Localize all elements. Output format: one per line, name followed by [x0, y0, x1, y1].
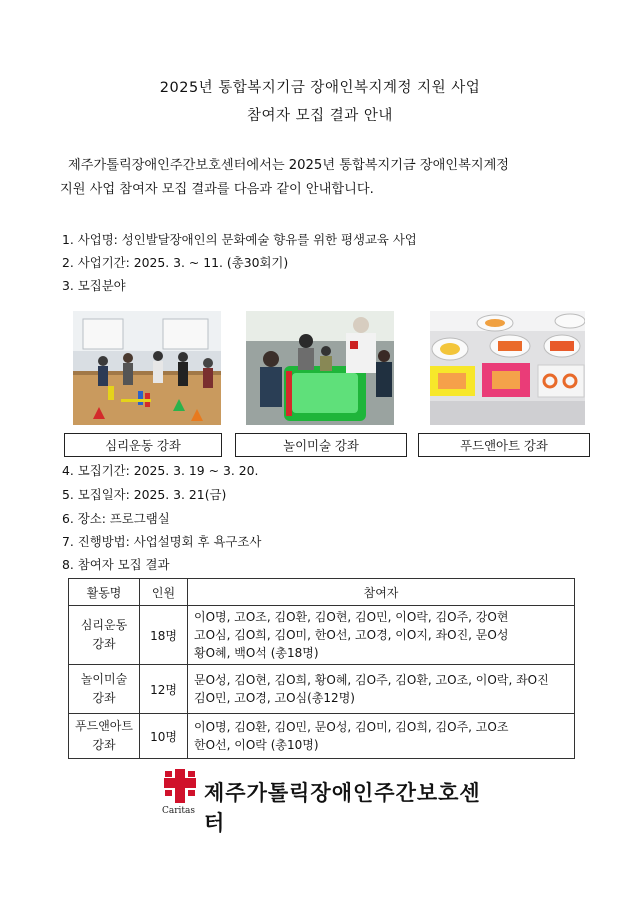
- activity-name-line: 심리운동: [80, 618, 128, 632]
- item-result: 8. 참여자 모집 결과: [62, 557, 170, 572]
- participant-line: 김O민, 고O경, 고O심(총12명): [194, 691, 355, 705]
- item-recruit-field: 3. 모집분야: [62, 278, 126, 293]
- participant-count: 10명: [140, 714, 188, 759]
- participant-count: 18명: [140, 606, 188, 665]
- header-count: 인원: [140, 579, 188, 606]
- item-location: 6. 장소: 프로그램실: [62, 511, 170, 526]
- intro-line-1: 제주가톨릭장애인주간보호센터에서는 2025년 통합복지기금 장애인복지계정: [68, 158, 510, 173]
- results-table: [68, 578, 575, 759]
- activity-name-line: 푸드앤아트: [75, 719, 133, 733]
- table-row: [69, 665, 575, 714]
- item-project-period: 2. 사업기간: 2025. 3. ~ 11. (총30회기): [62, 255, 289, 270]
- header-activity: 활동명: [69, 579, 140, 606]
- item-method: 7. 진행방법: 사업설명회 후 욕구조사: [62, 534, 262, 549]
- caption-play-art: 놀이미술 강좌: [235, 433, 407, 457]
- center-name: 제주가톨릭장애인주간보호센터: [204, 781, 481, 835]
- participant-line: 한O선, 이O락 (총10명): [194, 738, 319, 752]
- document-title-line2: 참여자 모집 결과 안내: [247, 108, 393, 124]
- participant-list: [188, 606, 575, 665]
- header-participants: 참여자: [188, 579, 575, 606]
- activity-name: [69, 606, 140, 665]
- participant-line: 고O심, 김O희, 김O미, 한O선, 고O경, 이O지, 좌O진, 문O성: [194, 628, 509, 642]
- participant-line: 이O명, 김O환, 김O민, 문O성, 김O미, 김O희, 김O주, 고O조: [194, 720, 509, 734]
- participant-line: 문O성, 김O현, 김O희, 황O혜, 김O주, 김O환, 고O조, 이O락, 좌O진: [194, 673, 549, 687]
- activity-name: [69, 714, 140, 759]
- activity-name-line: 놀이미술: [80, 672, 128, 686]
- participant-count: 12명: [140, 665, 188, 714]
- document-title-line1: 2025년 통합복지기금 장애인복지계정 지원 사업: [159, 80, 481, 96]
- participant-line: 황O혜, 백O석 (총18명): [194, 646, 319, 660]
- caritas-label: Caritas: [162, 806, 196, 816]
- intro-paragraph: [60, 154, 600, 202]
- table-row: [69, 714, 575, 759]
- activity-name: [69, 665, 140, 714]
- activity-name-line: 강좌: [92, 691, 116, 705]
- caption-food-art: 푸드앤아트 강좌: [418, 433, 590, 457]
- activity-name-line: 강좌: [92, 637, 116, 651]
- photo-food-art-class: [430, 311, 585, 425]
- photo-play-art-class: [246, 311, 394, 425]
- intro-line-2: 지원 사업 참여자 모집 결과를 다음과 같이 안내합니다.: [60, 182, 374, 197]
- item-project-name: 1. 사업명: 성인발달장애인의 문화예술 향유를 위한 평생교육 사업: [62, 232, 417, 247]
- participant-list: [188, 665, 575, 714]
- caption-psychomotor: 심리운동 강좌: [64, 433, 222, 457]
- participant-line: 이O명, 고O조, 김O환, 김O현, 김O민, 이O락, 김O주, 강O현: [194, 610, 509, 624]
- table-header-row: [69, 579, 575, 606]
- participant-list: [188, 714, 575, 759]
- activity-name-line: 강좌: [92, 738, 116, 752]
- item-recruit-period: 4. 모집기간: 2025. 3. 19 ~ 3. 20.: [62, 463, 259, 478]
- item-recruit-date: 5. 모집일자: 2025. 3. 21(금): [62, 487, 227, 502]
- center-logo: [160, 765, 485, 835]
- photo-psychomotor-class: [73, 311, 221, 425]
- table-row: [69, 606, 575, 665]
